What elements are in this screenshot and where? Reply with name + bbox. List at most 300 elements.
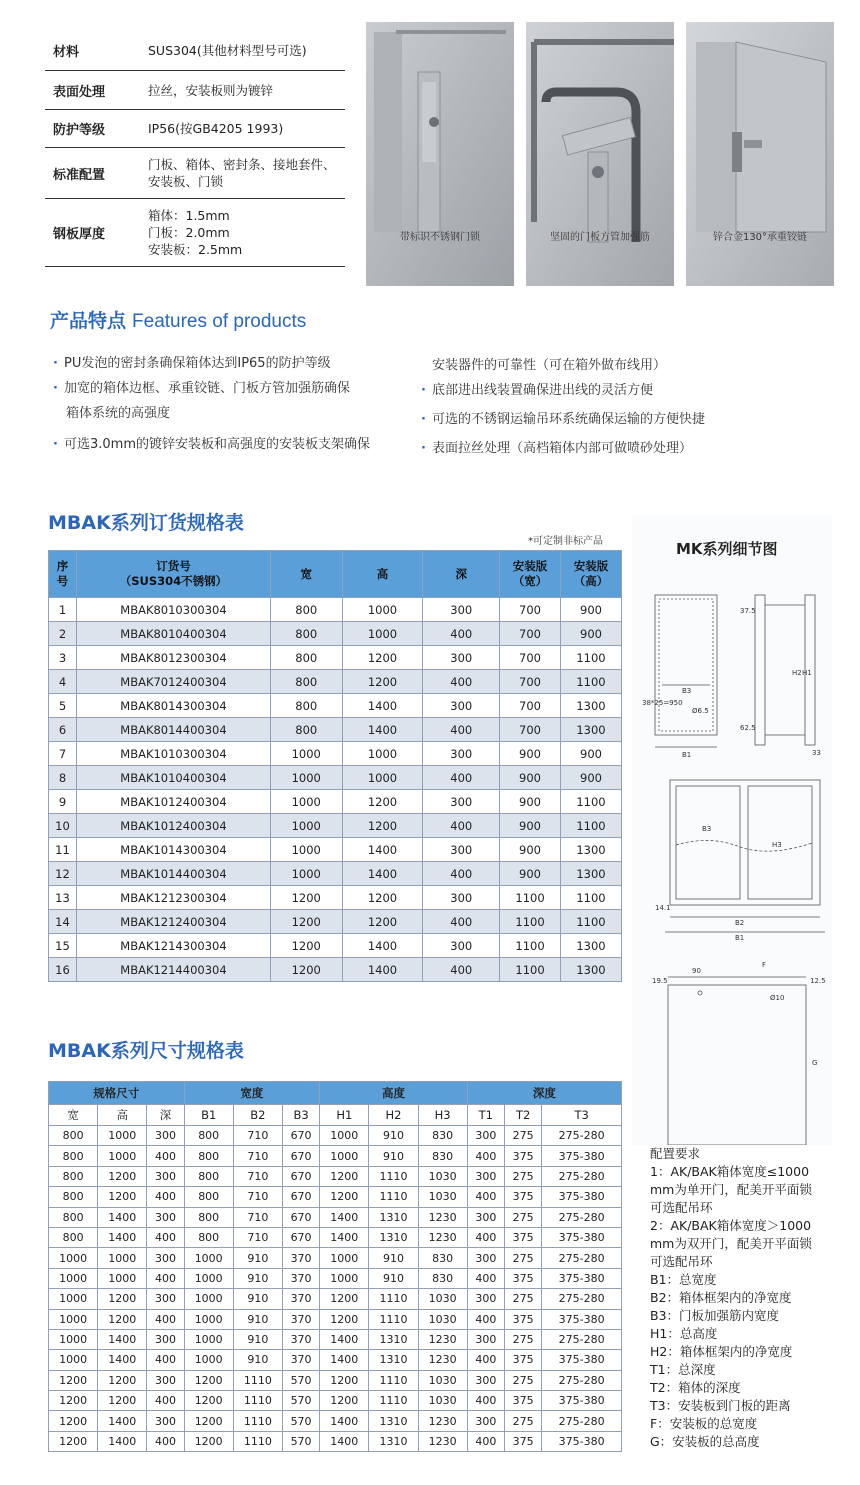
table-cell: 1000 [184,1289,233,1309]
table-cell: 1200 [98,1309,147,1329]
table-cell: 375 [504,1146,541,1166]
table-cell: 1110 [369,1166,418,1186]
dim-f: F [762,961,767,969]
config-line: B3：门板加强筋内宽度 [650,1308,780,1323]
features-right-list [420,353,705,461]
order-table-body [49,598,622,982]
table-cell: 300 [467,1329,504,1349]
table-cell: 1100 [500,910,561,934]
dim-37-5: 37.5 [740,607,756,615]
table-cell: 910 [233,1248,282,1268]
table-row [49,838,622,862]
dim-90: 90 [692,967,701,975]
table-cell: 400 [467,1309,504,1329]
table-cell: 1100 [560,910,621,934]
table-cell: 710 [233,1146,282,1166]
table-cell: 1200 [184,1431,233,1451]
spec-value: 拉丝，安装板则为镀锌 [148,82,274,98]
table-cell: 370 [282,1350,319,1370]
table-cell: 1110 [233,1431,282,1451]
table-cell: 1100 [500,886,561,910]
table-cell: 14 [49,910,77,934]
table-row [49,1187,622,1207]
photo-caption: 带标识不锈钢门锁 [400,232,480,243]
table-cell: 800 [270,694,342,718]
door-reinforcement-image [526,22,674,286]
table-cell: 1200 [184,1391,233,1411]
table-cell: MBAK8010400304 [76,622,270,646]
table-cell: 1400 [98,1411,147,1431]
table-cell: 1200 [270,910,342,934]
dim-b1: B1 [682,751,692,759]
table-cell: 670 [282,1207,319,1227]
table-cell: 375 [504,1227,541,1247]
table-cell: 275 [504,1370,541,1390]
table-cell: 1300 [560,934,621,958]
table-cell: 400 [467,1187,504,1207]
table-cell: 275-280 [542,1329,622,1349]
dim-62-5: 62.5 [740,724,756,732]
table-cell: MBAK1010400304 [76,766,270,790]
table-cell: 1200 [342,886,423,910]
table-cell: 1000 [98,1248,147,1268]
table-cell: 400 [147,1431,184,1451]
table-row [49,910,622,934]
table-row [49,958,622,982]
table-cell: 370 [282,1289,319,1309]
table-cell: 1400 [320,1329,369,1349]
table-row [49,598,622,622]
table-row [49,934,622,958]
dim-b2: B2 [735,919,745,927]
table-cell: 300 [147,1207,184,1227]
table-row [49,742,622,766]
table-cell: 800 [184,1227,233,1247]
sub-header: 深 [147,1105,184,1126]
table-cell: 800 [49,1207,98,1227]
table-cell: 1200 [320,1370,369,1390]
table-cell: 710 [233,1207,282,1227]
table-cell: 1000 [98,1146,147,1166]
table-cell: 570 [282,1370,319,1390]
table-cell: MBAK1012400304 [76,790,270,814]
table-cell: 1100 [560,646,621,670]
group-header: 深度 [467,1082,621,1105]
features-title [50,306,306,333]
table-cell: 1400 [98,1350,147,1370]
table-cell: 375 [504,1391,541,1411]
table-cell: 1110 [233,1411,282,1431]
table-cell: 830 [418,1126,467,1146]
features-title-cn: 产品特点 [50,310,127,332]
table-cell: 275 [504,1166,541,1186]
table-cell: 400 [147,1227,184,1247]
table-cell: 800 [270,598,342,622]
spec-row-protection [45,110,345,148]
table-cell: 570 [282,1391,319,1411]
table-cell: 300 [423,886,500,910]
features-title-en: Features of products [132,311,307,332]
config-line: T1：总深度 [650,1362,716,1377]
table-cell: 1200 [98,1370,147,1390]
table-cell: 800 [184,1146,233,1166]
table-cell: 1230 [418,1207,467,1227]
table-cell: 1200 [270,886,342,910]
table-cell: 16 [49,958,77,982]
table-cell: 1200 [270,958,342,982]
table-cell: 370 [282,1329,319,1349]
table-cell: 900 [500,790,561,814]
table-cell: 400 [423,910,500,934]
config-line: mm为双开门，配美开平面锁 [650,1236,812,1251]
table-cell: MBAK1012400304 [76,814,270,838]
table-cell: 830 [418,1146,467,1166]
table-cell: 275-280 [542,1207,622,1227]
table-cell: 1000 [49,1268,98,1288]
table-cell: 1110 [233,1370,282,1390]
table-cell: 1400 [320,1350,369,1370]
table-cell: 1310 [369,1227,418,1247]
table-cell: 300 [423,934,500,958]
table-cell: 300 [147,1411,184,1431]
dim-g: G [812,1059,818,1067]
table-cell: 1200 [49,1391,98,1411]
table-cell: 800 [184,1187,233,1207]
sub-header: T1 [467,1105,504,1126]
table-cell: 670 [282,1166,319,1186]
dim-b3: B3 [682,687,692,695]
table-row [49,1146,622,1166]
order-table-title: MBAK系列订货规格表 [48,512,244,534]
order-table-header [49,551,622,598]
table-cell: 1400 [320,1207,369,1227]
table-cell: 1000 [270,838,342,862]
table-cell: 900 [560,766,621,790]
table-cell: 800 [184,1207,233,1227]
sub-header: T3 [542,1105,622,1126]
table-cell: 1200 [49,1411,98,1431]
table-cell: 910 [233,1350,282,1370]
header-cell: 安装版 （宽） [500,551,561,598]
table-cell: 1400 [320,1411,369,1431]
table-cell: 370 [282,1248,319,1268]
table-cell: 1030 [418,1187,467,1207]
spec-value: 门板、箱体、密封条、接地套件、 安装板、门锁 [148,157,336,189]
size-table-title: MBAK系列尺寸规格表 [48,1040,244,1062]
table-row [49,1126,622,1146]
table-cell: 7 [49,742,77,766]
table-cell: 300 [467,1207,504,1227]
table-cell: 12 [49,862,77,886]
table-cell: 800 [49,1166,98,1186]
table-cell: 1300 [560,838,621,862]
table-cell: 1000 [342,742,423,766]
table-cell: 300 [423,742,500,766]
table-row [49,1289,622,1309]
table-row [49,1431,622,1451]
config-line: H1：总高度 [650,1326,718,1341]
spec-key: 钢板厚度 [53,227,106,242]
spec-row-surface [45,71,345,110]
table-cell: 800 [270,646,342,670]
table-cell: 375 [504,1431,541,1451]
table-cell: 1000 [270,742,342,766]
table-cell: MBAK1212400304 [76,910,270,934]
table-cell: 1200 [98,1166,147,1186]
table-cell: 275 [504,1207,541,1227]
table-row [49,1391,622,1411]
table-cell: 1200 [49,1370,98,1390]
dim-12-5: 12.5 [810,977,826,985]
table-cell: 1400 [342,694,423,718]
table-cell: 1200 [320,1289,369,1309]
table-cell: 275-280 [542,1248,622,1268]
table-cell: 1100 [560,814,621,838]
photo-caption: 坚固的门板方管加强筋 [550,232,650,243]
table-cell: 5 [49,694,77,718]
spec-key: 防护等级 [53,123,106,138]
table-row [49,790,622,814]
table-cell: 1310 [369,1411,418,1431]
table-cell: 275-280 [542,1370,622,1390]
sub-header: 高 [98,1105,147,1126]
table-cell: 300 [467,1126,504,1146]
sub-header: B3 [282,1105,319,1126]
config-line: T2：箱体的深度 [650,1380,741,1395]
header-cell: 深 [423,551,500,598]
table-cell: 300 [147,1248,184,1268]
table-cell: 400 [147,1309,184,1329]
table-cell: 400 [467,1431,504,1451]
table-cell: 1 [49,598,77,622]
table-cell: 1000 [320,1268,369,1288]
table-cell: 275 [504,1126,541,1146]
table-cell: 670 [282,1187,319,1207]
table-cell: 300 [147,1370,184,1390]
dim-b1-double: B1 [735,934,745,942]
table-cell: 1000 [184,1309,233,1329]
table-cell: 900 [560,622,621,646]
table-cell: 1310 [369,1329,418,1349]
table-cell: 8 [49,766,77,790]
dim-hole: Ø6.5 [692,707,709,715]
table-cell: 375-380 [542,1391,622,1411]
table-cell: 1400 [320,1431,369,1451]
table-row [49,694,622,718]
table-cell: 1400 [98,1207,147,1227]
table-cell: 1300 [560,694,621,718]
table-cell: 400 [467,1227,504,1247]
table-cell: 700 [500,622,561,646]
sub-header: H1 [320,1105,369,1126]
table-cell: 910 [233,1268,282,1288]
table-cell: 275-280 [542,1411,622,1431]
table-cell: MBAK8014300304 [76,694,270,718]
dim-h1: H1 [802,669,812,677]
detail-drawings [640,565,840,1145]
table-cell: 3 [49,646,77,670]
table-cell: 1000 [98,1126,147,1146]
table-cell: 400 [467,1350,504,1370]
table-cell: MBAK1014400304 [76,862,270,886]
table-cell: 1200 [98,1289,147,1309]
table-cell: 400 [467,1391,504,1411]
spec-value: SUS304(其他材料型号可选) [148,42,307,58]
table-cell: 300 [423,694,500,718]
table-cell: MBAK8012300304 [76,646,270,670]
table-cell: 275-280 [542,1289,622,1309]
table-cell: 910 [369,1146,418,1166]
table-cell: 710 [233,1126,282,1146]
table-cell: 1300 [560,958,621,982]
table-cell: 400 [423,862,500,886]
config-line: 可选配吊环 [650,1254,713,1269]
table-cell: 275 [504,1289,541,1309]
table-cell: 1000 [49,1309,98,1329]
table-cell: 1000 [184,1350,233,1370]
table-cell: 10 [49,814,77,838]
table-cell: 1100 [500,958,561,982]
table-cell: 300 [147,1329,184,1349]
table-cell: 1230 [418,1227,467,1247]
config-notes [650,1145,850,1451]
table-cell: 400 [423,718,500,742]
feature-item: · 表面拉丝处理（高档箱体内部可做喷砂处理） [420,436,705,461]
size-table-body [49,1126,622,1452]
group-header: 宽度 [184,1082,320,1105]
table-cell: 375 [504,1309,541,1329]
sub-header: H3 [418,1105,467,1126]
spec-key: 表面处理 [53,84,106,100]
table-cell: 6 [49,718,77,742]
table-cell: 1110 [233,1391,282,1411]
table-cell: 1400 [98,1329,147,1349]
mounting-plate-drawing [668,977,806,1145]
table-cell: 1030 [418,1309,467,1329]
table-cell: 375-380 [542,1187,622,1207]
table-cell: 1200 [98,1391,147,1411]
table-cell: 300 [147,1289,184,1309]
table-cell: 1000 [49,1289,98,1309]
table-cell: 1300 [560,862,621,886]
table-cell: MBAK1010300304 [76,742,270,766]
table-row [49,1411,622,1431]
size-table-sub-header [49,1105,622,1126]
table-cell: 1000 [320,1126,369,1146]
table-cell: 1200 [184,1411,233,1431]
table-cell: 1400 [342,934,423,958]
dim-33: 33 [812,749,821,757]
table-cell: 830 [418,1248,467,1268]
photo-door-lock [366,22,514,286]
dim-hole-10: Ø10 [770,994,785,1002]
table-cell: 400 [147,1187,184,1207]
table-cell: 1200 [342,670,423,694]
table-cell: 1000 [184,1268,233,1288]
dimension-labels [642,607,826,1067]
table-cell: 400 [423,766,500,790]
table-cell: 800 [49,1227,98,1247]
table-cell: 1000 [49,1329,98,1349]
table-cell: 1400 [98,1227,147,1247]
table-cell: 275 [504,1329,541,1349]
table-cell: 300 [467,1411,504,1431]
table-cell: 1100 [560,886,621,910]
header-cell: 订货号 （SUS304不锈钢） [76,551,270,598]
table-cell: 300 [423,646,500,670]
table-cell: 1400 [342,862,423,886]
table-cell: 900 [560,742,621,766]
table-cell: 1200 [342,910,423,934]
sub-header: H2 [369,1105,418,1126]
table-row [49,622,622,646]
dim-h3: H3 [772,841,782,849]
table-cell: 800 [49,1146,98,1166]
config-line: H2：箱体框架内的净宽度 [650,1344,793,1359]
config-line: 配置要求 [650,1146,701,1161]
feature-item-cont: 箱体系统的高强度 [66,406,171,421]
table-cell: 375 [504,1350,541,1370]
config-line: F：安装板的总宽度 [650,1416,758,1431]
table-cell: 1100 [560,790,621,814]
table-cell: 670 [282,1146,319,1166]
table-cell: 1000 [320,1248,369,1268]
table-cell: 375-380 [542,1309,622,1329]
group-header: 规格尺寸 [49,1082,185,1105]
table-row [49,1227,622,1247]
table-cell: 1310 [369,1350,418,1370]
table-cell: 1000 [320,1146,369,1166]
table-cell: 1000 [184,1248,233,1268]
table-cell: 1110 [369,1309,418,1329]
table-cell: 11 [49,838,77,862]
table-cell: 300 [423,838,500,862]
table-cell: 300 [423,598,500,622]
table-cell: 400 [467,1268,504,1288]
table-cell: 710 [233,1227,282,1247]
table-cell: MBAK7012400304 [76,670,270,694]
header-cell: 安装版 （高） [560,551,621,598]
single-door-front-drawing [655,595,717,747]
feature-item: · 加宽的箱体边框、承重铰链、门板方管加强筋确保 [52,376,370,401]
table-cell: 375-380 [542,1227,622,1247]
table-cell: 1000 [342,598,423,622]
table-cell: 275-280 [542,1126,622,1146]
table-row [49,718,622,742]
table-cell: 900 [500,814,561,838]
table-cell: 375-380 [542,1268,622,1288]
sub-header: T2 [504,1105,541,1126]
spec-row-material [45,30,345,71]
table-row [49,1350,622,1370]
table-cell: 400 [467,1146,504,1166]
feature-item: · 可选3.0mm的镀锌安装板和高强度的安装板支架确保 [52,432,370,457]
table-cell: 710 [233,1187,282,1207]
feature-item: · 可选的不锈钢运输吊环系统确保运输的方便快捷 [420,407,705,432]
table-row [49,766,622,790]
table-cell: 1230 [418,1411,467,1431]
table-cell: 300 [467,1370,504,1390]
table-cell: 1000 [270,766,342,790]
table-row [49,1248,622,1268]
table-cell: 375-380 [542,1350,622,1370]
table-cell: 1300 [560,718,621,742]
table-cell: 910 [233,1329,282,1349]
table-cell: 1100 [500,934,561,958]
table-cell: 400 [147,1146,184,1166]
table-cell: 1200 [342,814,423,838]
table-cell: 900 [500,766,561,790]
